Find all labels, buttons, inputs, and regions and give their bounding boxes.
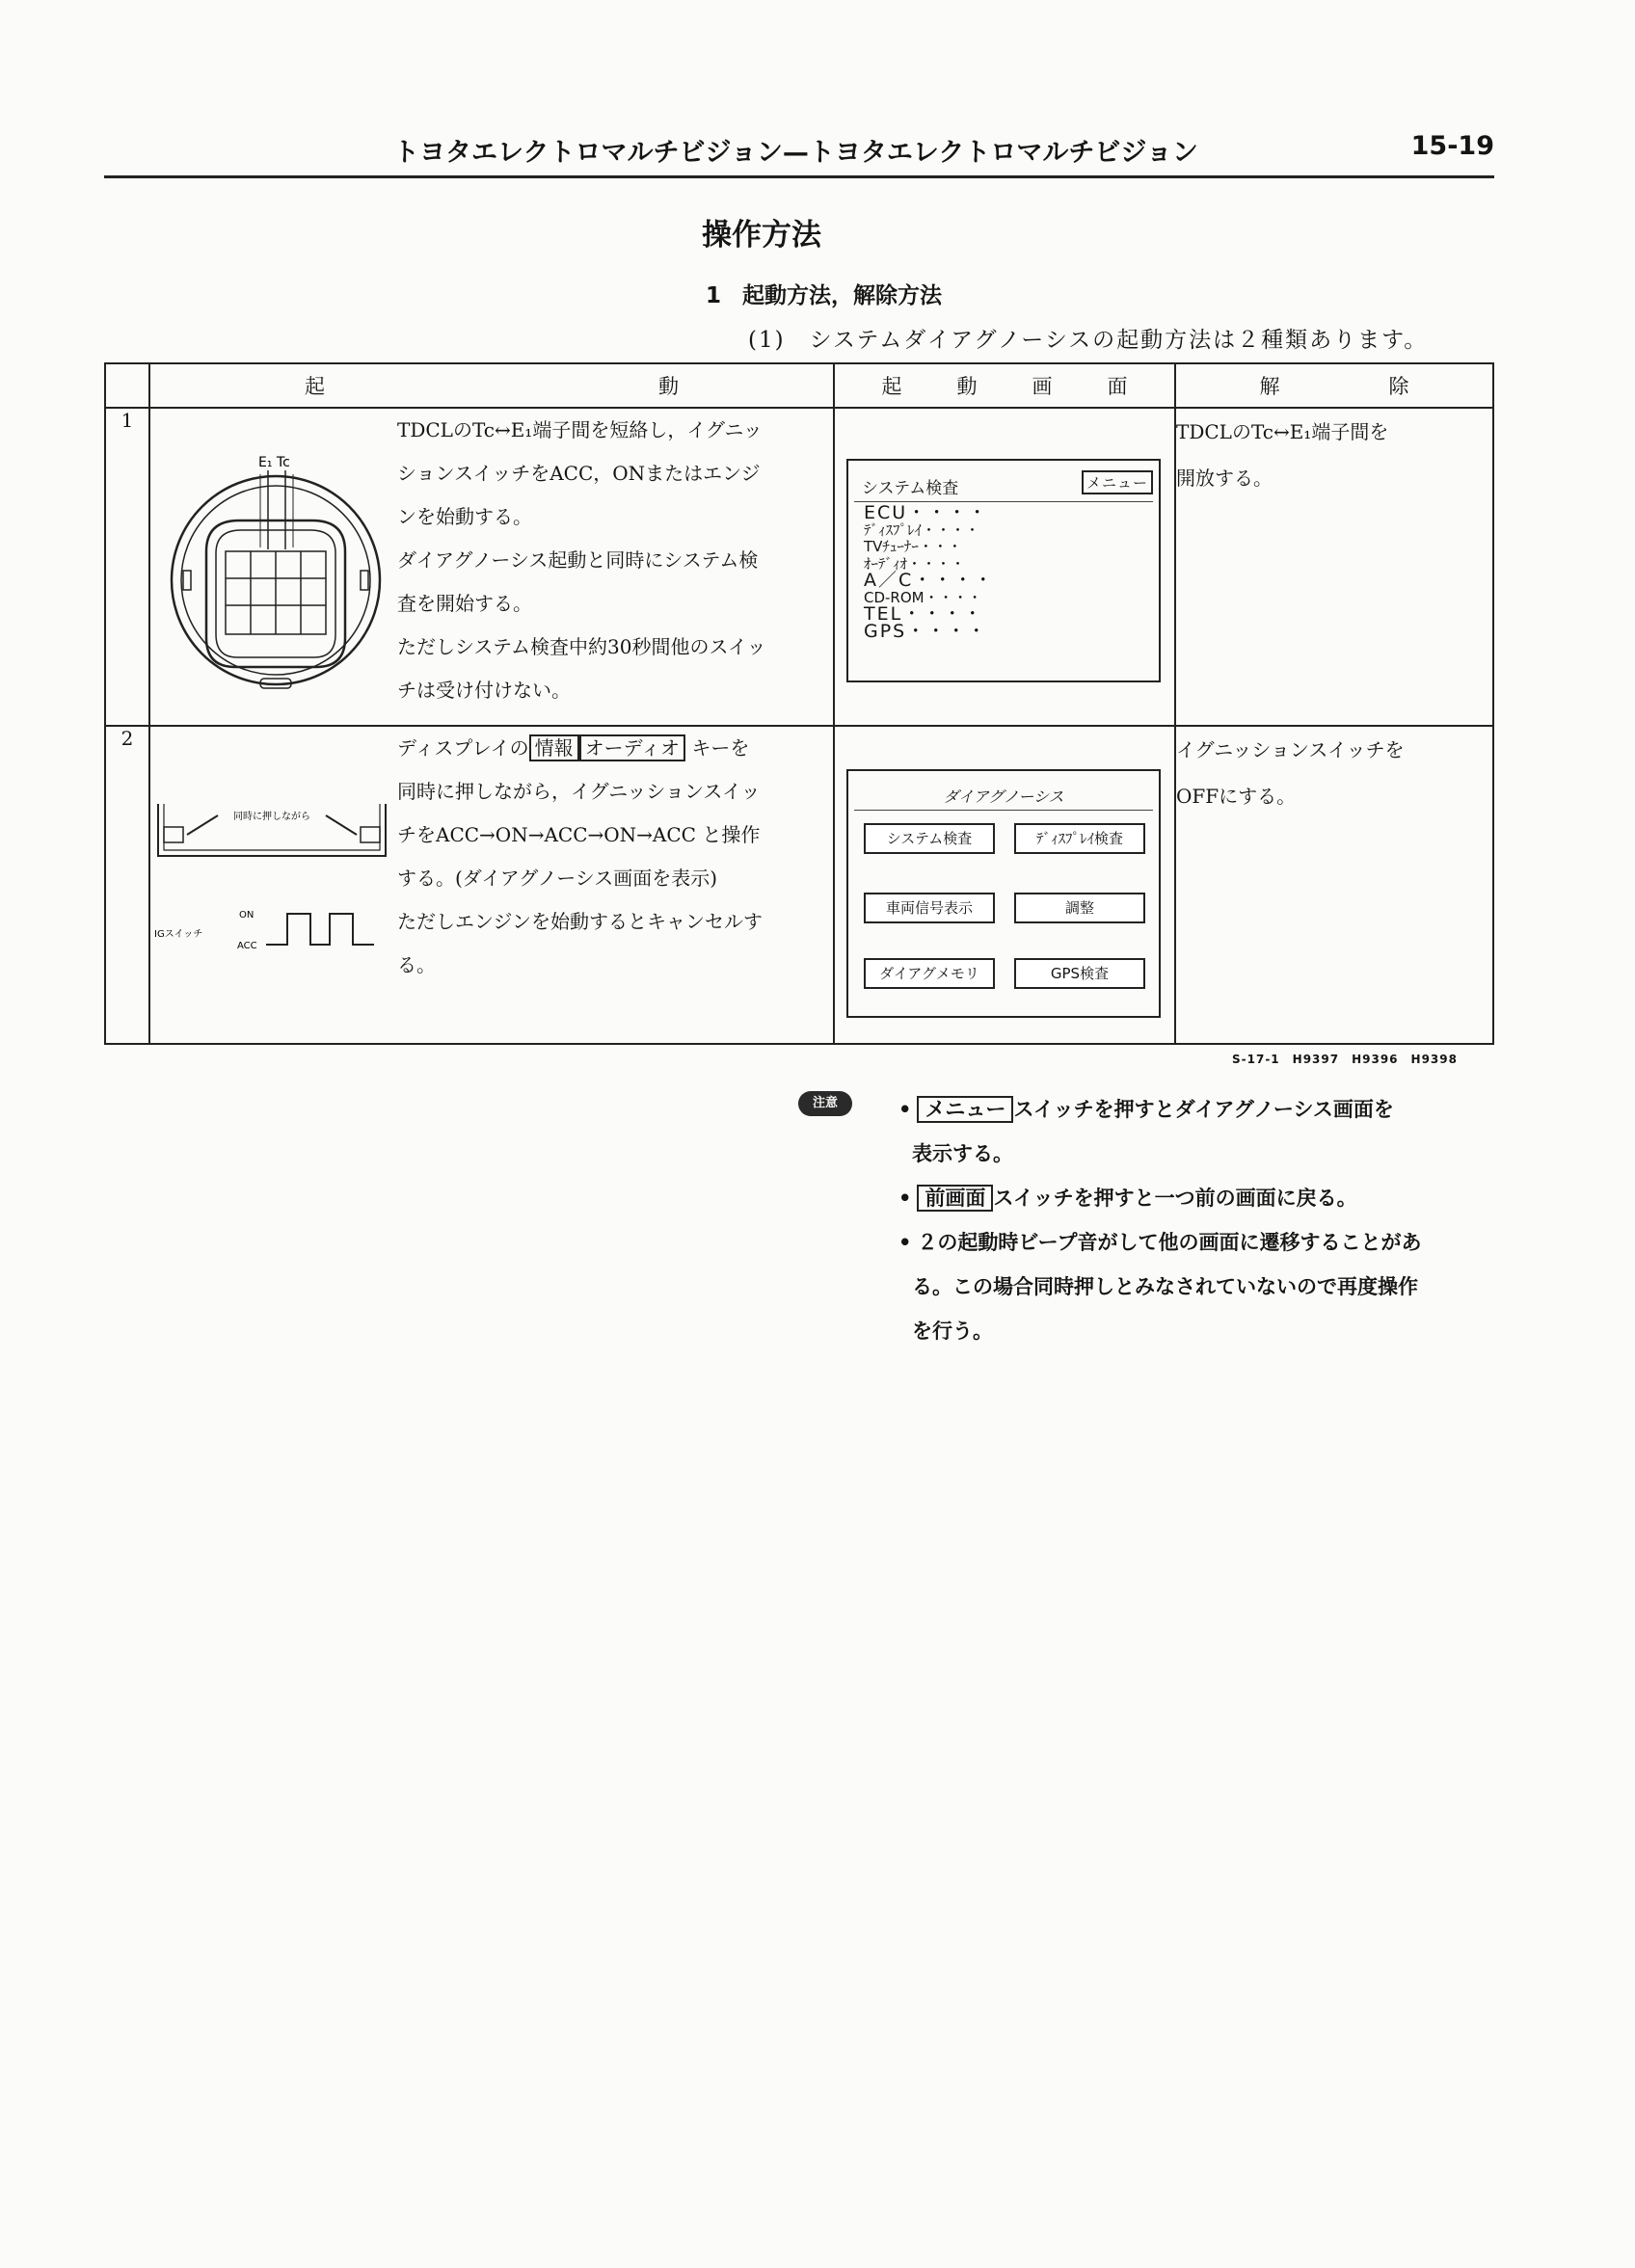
note-text: 表示する。 <box>912 1142 1013 1165</box>
row-description <box>397 726 834 1044</box>
menu-key: メニュー <box>917 1096 1013 1123</box>
header-screen-char: 動 <box>956 375 978 398</box>
row-number: 2 <box>105 726 149 1044</box>
gps-check-button[interactable]: GPS検査 <box>1014 958 1145 989</box>
subsection-title: 起動方法，解除方法 <box>742 283 943 308</box>
screen-title: システム検査 <box>862 479 959 498</box>
key-illustration-cell <box>149 726 397 1044</box>
screen-title: ダイアグノーシス <box>943 787 1064 806</box>
release-line: 開放する。 <box>1176 467 1273 490</box>
intro-text: (1) システムダイアグノーシスの起動方法は２種類あります。 <box>748 328 1429 353</box>
table-header-row <box>105 363 1493 408</box>
note-item: • ２の起動時ビープ音がして他の画面に遷移することがあ る。この場合同時押しとみなされていないので再度操作 を行う。 <box>898 1220 1487 1353</box>
subsection-heading <box>706 278 942 309</box>
display-check-button[interactable]: ﾃﾞｨｽﾌﾟﾚｲ検査 <box>1014 823 1145 854</box>
screen-cell <box>834 408 1175 726</box>
list-item: GPS・・・・ <box>864 620 988 642</box>
caution-badge: 注意 <box>798 1091 852 1116</box>
desc-line: チをACC→ON→ACC→ON→ACC と操作 <box>397 823 761 846</box>
system-check-button[interactable]: システム検査 <box>864 823 995 854</box>
menu-button[interactable]: メニュー <box>1082 470 1153 494</box>
desc-line: ダイアグノーシス起動と同時にシステム検 <box>397 548 759 572</box>
on-label: ON <box>239 910 255 921</box>
desc-line: する。(ダイアグノーシス画面を表示) <box>397 867 718 890</box>
vehicle-signal-button[interactable]: 車両信号表示 <box>864 893 995 923</box>
display-keys-diagram <box>150 794 397 987</box>
page-header <box>104 127 1494 178</box>
ig-switch-label: IGスイッチ <box>154 929 203 940</box>
note-text: スイッチを押すと一つ前の画面に戻る。 <box>993 1187 1357 1210</box>
connector-label: E₁ Tc <box>258 455 290 470</box>
desc-line: ただしシステム検査中約30秒間他のスイッ <box>397 635 766 658</box>
list-item: ﾃﾞｨｽﾌﾟﾚｲ・・・・ <box>864 520 980 539</box>
row-number: 1 <box>105 408 149 726</box>
header-start <box>149 363 834 408</box>
row-description <box>397 408 834 726</box>
desc-line: る。 <box>397 953 436 976</box>
header-release <box>1175 363 1493 408</box>
release-line: TDCLのTc↔E₁端子間を <box>1176 420 1389 443</box>
connector-illustration-cell <box>149 408 397 726</box>
header-start-screen <box>834 363 1175 408</box>
release-line: イグニッションスイッチを <box>1176 738 1405 761</box>
press-label: 同時に押しながら <box>233 812 310 822</box>
release-cell <box>1175 726 1493 1044</box>
adjust-button[interactable]: 調整 <box>1014 893 1145 923</box>
header-start-char: 起 <box>305 375 325 398</box>
header-screen-char: 画 <box>1032 375 1053 398</box>
header-blank <box>105 363 149 408</box>
desc-line: TDCLのTc↔E₁端子間を短絡し，イグニッ <box>397 418 763 441</box>
header-title: トヨタエレクトロマルチビジョン—トヨタエレクトロマルチビジョン <box>393 138 1198 168</box>
desc-suffix: キーを <box>691 736 750 760</box>
release-cell <box>1175 408 1493 726</box>
note-text: ２の起動時ビープ音がして他の画面に遷移することがあ <box>917 1231 1422 1254</box>
header-start-char: 動 <box>658 375 679 398</box>
note-text: スイッチを押すとダイアグノーシス画面を <box>1013 1098 1394 1121</box>
system-check-screen <box>846 459 1161 682</box>
note-text: を行う。 <box>912 1320 993 1343</box>
desc-line: ションスイッチをACC，ONまたはエンジ <box>397 462 761 485</box>
figure-codes: S-17-1 H9397 H9396 H9398 <box>1232 1053 1458 1066</box>
desc-line: 査を開始する。 <box>397 592 532 615</box>
desc-line: 同時に押しながら，イグニッションスイッ <box>397 780 761 803</box>
tdcl-connector-diagram <box>168 436 399 715</box>
header-screen-char: 起 <box>881 375 902 398</box>
subsection-number: 1 <box>706 283 722 308</box>
header-screen-char: 面 <box>1107 375 1128 398</box>
desc-prefix: ディスプレイの <box>397 736 529 760</box>
page-number: 15-19 <box>1410 131 1494 161</box>
header-release-char: 解 <box>1259 375 1280 398</box>
section-title: 操作方法 <box>702 218 821 253</box>
acc-label: ACC <box>237 941 257 951</box>
table-row <box>105 408 1493 726</box>
list-item: ｵｰﾃﾞｨｵ・・・・ <box>864 554 966 573</box>
table-row <box>105 726 1493 1044</box>
desc-line <box>397 727 833 770</box>
note-item: • メニュー スイッチを押すとダイアグノーシス画面を 表示する。 <box>898 1087 1487 1176</box>
list-item: TVﾁｭｰﾅｰ・・・ <box>864 538 962 555</box>
desc-line: ただしエンジンを始動するとキャンセルす <box>397 910 763 933</box>
note-item: • 前画面 スイッチを押すと一つ前の画面に戻る。 <box>898 1187 1357 1210</box>
note-text: る。この場合同時押しとみなされていないので再度操作 <box>912 1275 1418 1298</box>
list-item: A／C・・・・ <box>864 570 995 591</box>
diagnosis-screen <box>846 769 1161 1018</box>
info-key: 情報 <box>529 734 579 761</box>
desc-line: ンを始動する。 <box>397 505 532 528</box>
release-line: OFFにする。 <box>1176 785 1297 808</box>
list-item: CD-ROM・・・・ <box>864 588 982 606</box>
audio-key: オーディオ <box>579 734 685 761</box>
desc-line: チは受け付けない。 <box>397 679 571 702</box>
screen-divider <box>854 810 1153 811</box>
start-release-table <box>104 362 1494 1045</box>
list-item: ECU・・・・ <box>864 502 989 523</box>
screen-cell <box>834 726 1175 1044</box>
prev-screen-key: 前画面 <box>917 1185 993 1212</box>
header-release-char: 除 <box>1388 375 1409 398</box>
diag-memory-button[interactable]: ダイアグメモリ <box>864 958 995 989</box>
list-item: TEL・・・・ <box>864 603 984 625</box>
check-item-list <box>864 502 995 642</box>
